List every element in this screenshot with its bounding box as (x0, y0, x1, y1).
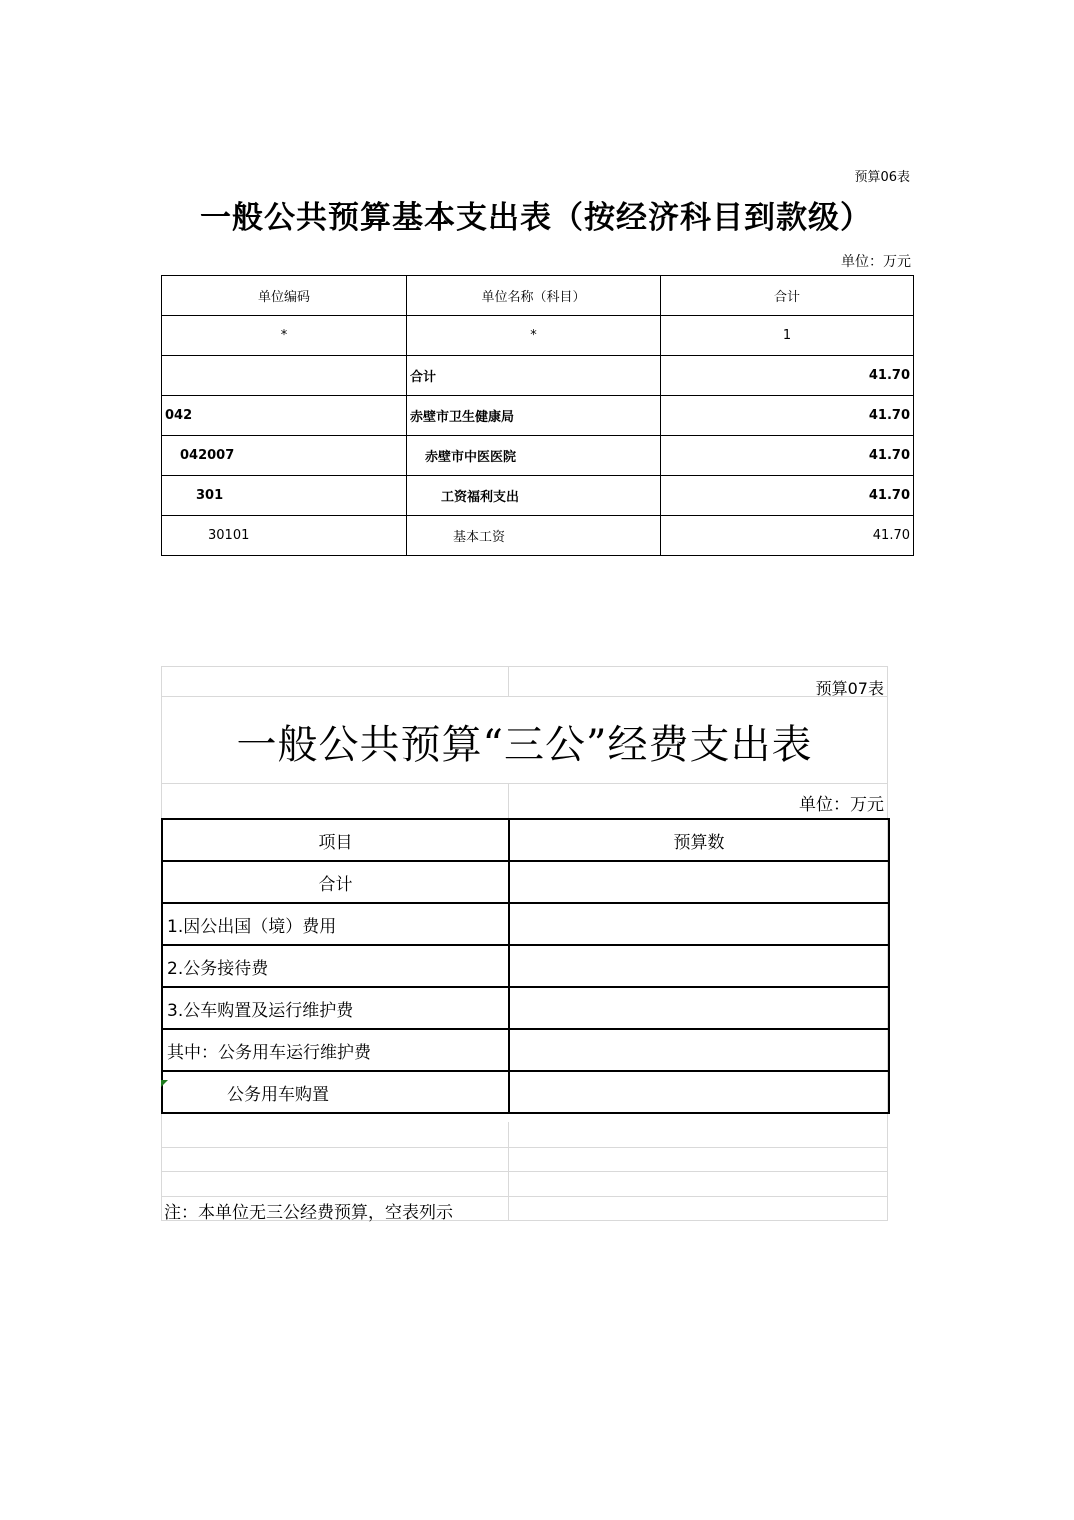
cell-comment-indicator (161, 1080, 168, 1087)
header-cell-name: 单位名称（科目） (407, 276, 661, 316)
table-row (162, 356, 914, 396)
code-cell: 042007 (162, 436, 407, 476)
table-row (162, 861, 889, 903)
code-cell: 301 (162, 476, 407, 516)
code-cell: 30101 (162, 516, 407, 556)
total-cell: 41.70 (661, 356, 914, 396)
item-cell: 其中：公务用车运行维护费 (162, 1029, 509, 1071)
table07-header-row (162, 819, 889, 861)
table-row (162, 476, 914, 516)
name-cell: 工资福利支出 (407, 476, 661, 516)
amount-cell (509, 903, 889, 945)
index-cell: * (162, 316, 407, 356)
header-cell-code: 单位编码 (162, 276, 407, 316)
table-row (162, 396, 914, 436)
table-row (162, 945, 889, 987)
index-cell: 1 (661, 316, 914, 356)
name-cell: 赤壁市卫生健康局 (407, 396, 661, 436)
item-cell: 公务用车购置 (162, 1071, 509, 1113)
header-cell-amount: 预算数 (509, 819, 889, 861)
name-cell: 基本工资 (407, 516, 661, 556)
code-cell (162, 356, 407, 396)
total-cell: 41.70 (661, 396, 914, 436)
total-cell: 41.70 (661, 476, 914, 516)
table-row (162, 1029, 889, 1071)
table-row (162, 903, 889, 945)
amount-cell (509, 987, 889, 1029)
table06 (161, 275, 914, 556)
item-cell: 3.公车购置及运行维护费 (162, 987, 509, 1029)
table07 (161, 818, 890, 1114)
item-cell: 合计 (162, 861, 509, 903)
table-row (162, 1071, 889, 1113)
amount-cell (509, 1071, 889, 1113)
table06-unit: 单位：万元 (841, 254, 911, 270)
name-cell: 合计 (407, 356, 661, 396)
table07-unit: 单位：万元 (799, 795, 884, 815)
table07-title: 一般公共预算“三公”经费支出表 (236, 722, 813, 768)
total-cell: 41.70 (661, 516, 914, 556)
amount-cell (509, 1029, 889, 1071)
table07-tag: 预算07表 (815, 679, 884, 698)
amount-cell (509, 861, 889, 903)
table06-index-row (162, 316, 914, 356)
index-cell: * (407, 316, 661, 356)
table-row (162, 436, 914, 476)
header-cell-total: 合计 (661, 276, 914, 316)
table06-tag: 预算06表 (854, 170, 910, 185)
header-cell-item: 项目 (162, 819, 509, 861)
name-cell: 赤壁市中医医院 (407, 436, 661, 476)
table06-header-row (162, 276, 914, 316)
total-cell: 41.70 (661, 436, 914, 476)
table-row (162, 987, 889, 1029)
item-cell: 2.公务接待费 (162, 945, 509, 987)
code-cell: 042 (162, 396, 407, 436)
table06-title: 一般公共预算基本支出表（按经济科目到款级） (200, 200, 872, 236)
table07-note: 注：本单位无三公经费预算，空表列示 (164, 1203, 453, 1223)
item-cell: 1.因公出国（境）费用 (162, 903, 509, 945)
table-row (162, 516, 914, 556)
amount-cell (509, 945, 889, 987)
